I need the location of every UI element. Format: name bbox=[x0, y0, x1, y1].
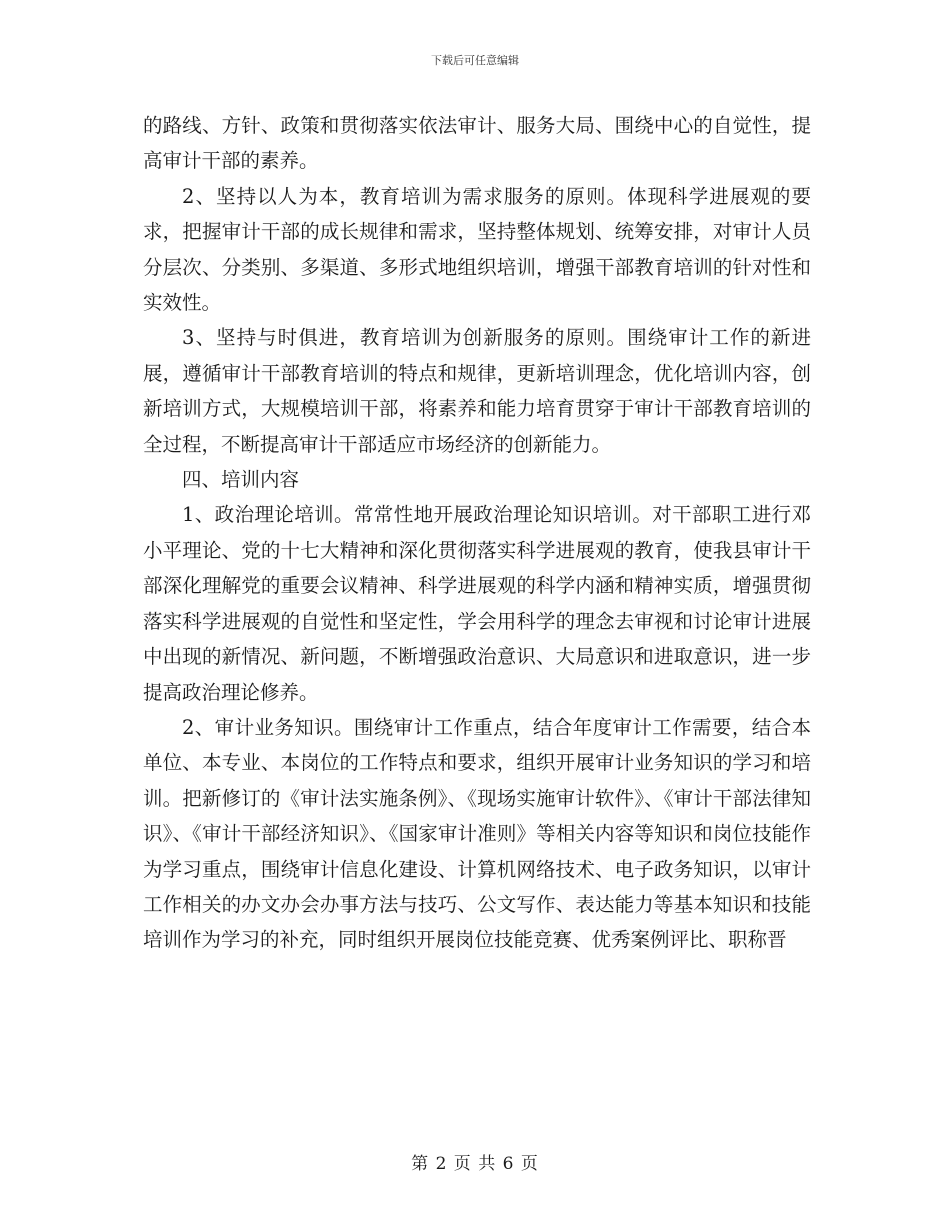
paragraph-1: 的路线、方针、政策和贯彻落实依法审计、服务大局、围绕中心的自觉性，提高审计干部的素养。 bbox=[143, 114, 811, 173]
paragraph-2: 2、坚持以人为本，教育培训为需求服务的原则。体现科学进展观的要求，把握审计干部的成长规律和需求，坚持整体规划、统筹安排，对审计人员分层次、分类别、多渠道、多形式地组织培训，增强干部教育培训的针对性和实效性。 bbox=[143, 184, 811, 315]
page-header-note: 下载后可任意编辑 bbox=[431, 54, 519, 67]
page-number-footer: 第 2 页 共 6 页 bbox=[411, 1154, 539, 1174]
document-body bbox=[143, 108, 811, 958]
paragraph-5: 2、审计业务知识。围绕审计工作重点，结合年度审计工作需要，结合本单位、本专业、本岗位的工作特点和要求，组织开展审计业务知识的学习和培训。把新修订的《审计法实施条例》、《现场实施审计软件》、《审计干部法律知识》、《审计干部经济知识》、《国家审计准则》等相关内容等知识和岗位技能作为学习重点，围绕审计信息化建设、计算机网络技术、电子政务知识，以审计工作相关的办文办会办事方法与技巧、公文写作、表达能力等基本知识和技能培训作为学习的补充，同时组织开展岗位技能竞赛、优秀案例评比、职称晋 bbox=[143, 715, 811, 952]
section-heading-training-content: 四、培训内容 bbox=[182, 468, 300, 492]
paragraph-3: 3、坚持与时俱进，教育培训为创新服务的原则。围绕审计工作的新进展，遵循审计干部教育培训的特点和规律，更新培训理念，优化培训内容，创新培训方式，大规模培训干部，将素养和能力培育贯穿于审计干部教育培训的全过程，不断提高审计干部适应市场经济的创新能力。 bbox=[143, 326, 811, 456]
paragraph-4: 1、政治理论培训。常常性地开展政治理论知识培训。对干部职工进行邓小平理论、党的十七大精神和深化贯彻落实科学进展观的教育，使我县审计干部深化理解党的重要会议精神、科学进展观的科学内涵和精神实质，增强贯彻落实科学进展观的自觉性和坚定性，学会用科学的理念去审视和讨论审计进展中出现的新情况、新问题，不断增强政治意识、大局意识和进取意识，进一步提高政治理论修养。 bbox=[143, 503, 811, 704]
